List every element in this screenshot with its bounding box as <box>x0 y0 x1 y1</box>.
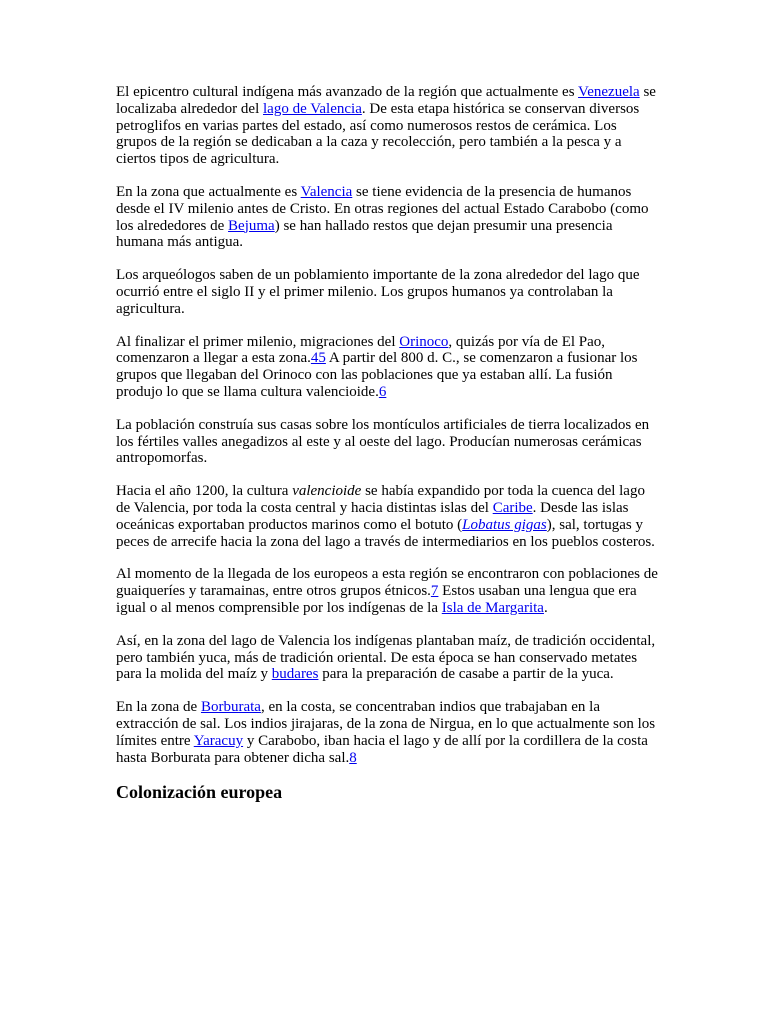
paragraph-9: En la zona de Borburata, en la costa, se concentraban indios que trabajaban en la extracción de sal. Los indios jirajaras, de la zona de Nirgua, en lo que actualmente son los límites entre Yaracuy y Carabobo, iban hacia el lago y de allí por la cordillera de la costa hasta Borburata para obtener dicha sal.8 <box>116 699 656 766</box>
reference-7[interactable]: 7 <box>430 583 439 600</box>
term-valencioide: valencioide <box>292 483 362 500</box>
link-lobatus-gigas[interactable]: Lobatus gigas <box>462 516 547 533</box>
link-orinoco[interactable]: Orinoco <box>399 333 449 350</box>
link-bejuma[interactable]: Bejuma <box>228 217 275 234</box>
paragraph-8: Así, en la zona del lago de Valencia los indígenas plantaban maíz, de tradición occidental, pero también yuca, más de tradición oriental. De esta época se han conservado metates para la molida del maíz y budares para la preparación de casabe a partir de la yuca. <box>116 632 656 683</box>
section-heading: Colonización europea <box>116 782 283 803</box>
link-valencia[interactable]: Valencia <box>300 183 353 200</box>
link-lago-de-valencia[interactable]: lago de Valencia <box>263 100 362 117</box>
link-yaracuy[interactable]: Yaracuy <box>193 732 244 749</box>
link-isla-de-margarita[interactable]: Isla de Margarita <box>441 599 544 616</box>
link-caribe[interactable]: Caribe <box>492 499 533 516</box>
link-budares[interactable]: budares <box>271 666 319 683</box>
link-venezuela[interactable]: Venezuela <box>578 84 640 100</box>
paragraph-6: Hacia el año 1200, la cultura valencioide se había expandido por toda la cuenca del lago de Valencia, por toda la costa central y hacia distintas islas del Caribe. Desde las islas oceánicas exportaban productos marinos como el botuto (Lobatus gigas), sal, tortugas y peces de arrecife hacia la zona del lago a través de intermediarios en los pueblos costeros. <box>116 483 655 550</box>
paragraph-7: Al momento de la llegada de los europeos a esta región se encontraron con poblaciones de guaiqueríes y taramainas, entre otros grupos étnicos.7 Estos usaban una lengua que era igual o al menos comprensible por los indígenas de la Isla de Margarita. <box>116 566 658 616</box>
reference-6[interactable]: 6 <box>378 383 387 400</box>
paragraph-4: Al finalizar el primer milenio, migraciones del Orinoco, quizás por vía de El Pao, comenzaron a llegar a esta zona.45 A partir del 800 d. C., se comenzaron a fusionar los grupos que llegaban del Orinoco con las poblaciones que ya estaban allí. La fusión produjo lo que se llama cultura valencioide.6 <box>116 333 638 400</box>
paragraph-2: En la zona que actualmente es Valencia se tiene evidencia de la presencia de humanos desde el IV milenio antes de Cristo. En otras regiones del actual Estado Carabobo (como los alrededores de Bejuma) se han hallado restos que dejan presumir una presencia humana más antigua. <box>116 183 649 251</box>
reference-45[interactable]: 45 <box>310 350 326 367</box>
paragraph-1: El epicentro cultural indígena más avanzado de la región que actualmente es Venezuela se localizaba alrededor del lago de Valencia. De esta etapa histórica se conservan diversos petroglifos en varias partes del estado, así como numerosos restos de cerámica. Los grupos de la región se dedicaban a la caza y recolección, pero también a la pesca y a ciertos tipos de agricultura. <box>116 84 656 168</box>
reference-8[interactable]: 8 <box>349 749 357 766</box>
paragraph-3: Los arqueólogos saben de un poblamiento importante de la zona alrededor del lago que ocurrió entre el siglo II y el primer milenio. Los grupos humanos ya controlaban la agricultura. <box>116 267 640 317</box>
link-borburata[interactable]: Borburata <box>200 699 261 716</box>
paragraph-5: La población construía sus casas sobre los montículos artificiales de tierra localizados en los fértiles valles anegadizos al este y al oeste del lago. Producían numerosas cerámicas antropomorfas. <box>116 416 650 467</box>
